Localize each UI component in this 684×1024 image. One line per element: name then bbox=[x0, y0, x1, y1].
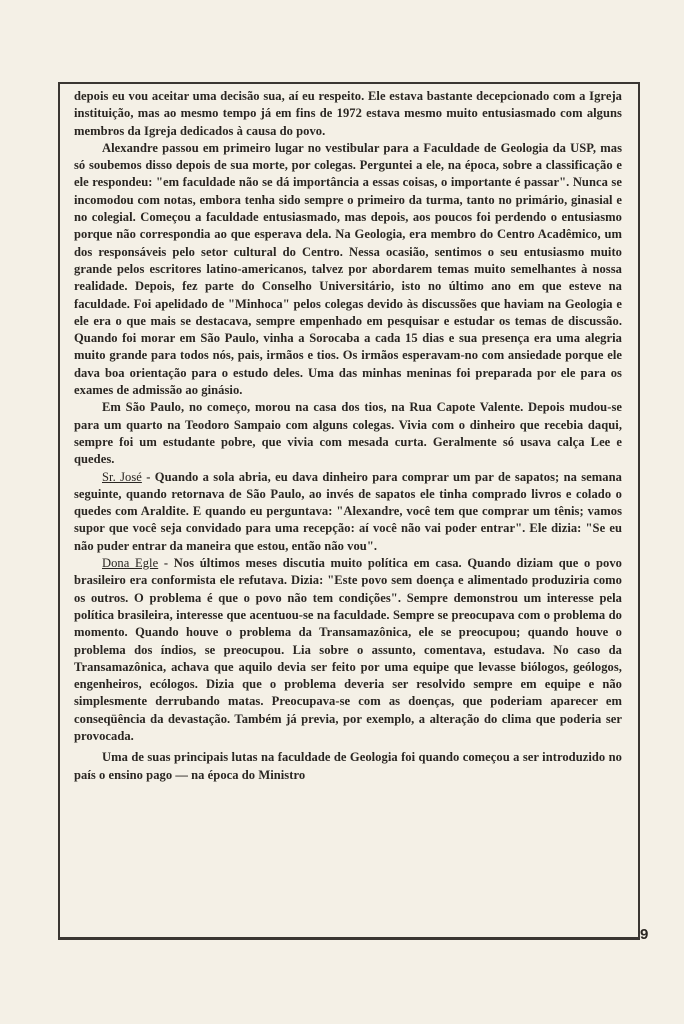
paragraph-5-text: - Nos últimos meses discutia muito política em casa. Quando diziam que o povo brasileiro era conformista ele refutava. Dizia: "Este povo sem doença e alimentado produziria como os outros. O problema é que o povo não tem condições". Sempre demonstrou um interesse pela política brasileira, interesse que acentuou-se na faculdade. Sempre se preocupava com o problema do momento. Quando houve o problema da Transamazônica, ele se preocupou; quando houve o problema dos índios, se preocupou. Lia sobre o assunto, comentava, estudava. No caso da Transamazônica, achava que aquilo devia ser feito por uma equipe que levasse biólogos, geólogos, engenheiros, ecólogos. Dizia que o problema deveria ser resolvido sempre em equipe e não simplesmente derrubando matas. Preocupava-se com as doenças, que poderiam aparecer em conseqüência da devastação. Também já previa, por exemplo, a alteração do clima que poderia ser provocada. bbox=[74, 556, 622, 743]
paragraph-3: Em São Paulo, no começo, morou na casa dos tios, na Rua Capote Valente. Depois mudou-se para um quarto na Teodoro Sampaio com alguns colegas. Vivia com o dinheiro que recebia daqui, sempre foi um estudante pobre, que vivia com mesada curta. Geralmente só usava calça Lee e quedes. bbox=[74, 400, 622, 467]
paragraph-5 bbox=[74, 555, 622, 745]
paragraph-2: Alexandre passou em primeiro lugar no vestibular para a Faculdade de Geologia da USP, mas só soubemos disso depois de sua morte, por colegas. Perguntei a ele, na época, sobre a classificação e ele respondeu: "em faculdade não se dá importância a essas coisas, o importante é passar". Nunca se incomodou com notas, embora tenha sido sempre o primeiro da turma, tanto no primário, ginasial e no colegial. Começou a faculdade entusiasmado, mas depois, aos poucos foi perdendo o entusiasmo porque não correspondia ao que esperava dela. Na Geologia, era membro do Centro Acadêmico, um dos responsáveis pelo setor cultural do Centro. Nessa ocasião, sentimos o seu entusiasmo muito grande pelos escritores latino-americanos, talvez por abordarem temas muito semelhantes à nossa realidade. Depois, fez parte do Conselho Universitário, isto no último ano em que esteve na faculdade. Foi apelidado de "Minhoca" pelos colegas devido às discussões que haviam na Geologia e ele era o que mais se destacava, sempre empenhado em pesquisar e estudar os temas de discussão. Quando foi morar em São Paulo, vinha a Sorocaba a cada 15 dias e sua presença era uma alegria muito grande para todos nós, pais, irmãos e tios. Os irmãos esperavam-no com ansiedade porque ele dava boa orientação para o estudo deles. Uma das minhas meninas foi preparada por ele para os exames de admissão ao ginásio. bbox=[74, 140, 622, 398]
speaker-label: Dona Egle bbox=[102, 556, 159, 571]
page-number: 9 bbox=[640, 926, 649, 943]
paragraph-1: depois eu vou aceitar uma decisão sua, aí eu respeito. Ele estava bastante decepcionado com a Igreja instituição, mas ao mesmo tempo já em fins de 1972 estava mesmo muito entusiasmado com alguns membros da Igreja dedicados à causa do povo. bbox=[74, 89, 622, 138]
body-text bbox=[74, 88, 622, 784]
paragraph-4-text: - Quando a sola abria, eu dava dinheiro para comprar um par de sapatos; na semana seguinte, quando retornava de São Paulo, ao invés de sapatos ele tinha comprado livros e colado o quedes com Araldite. E quando eu perguntava: "Alexandre, você tem que comprar um tênis; vamos supor que você seja convidado para uma recepção: aí você não vai poder entrar". Ele dizia: "Se eu não puder entrar da maneira que estou, então não vou". bbox=[74, 469, 622, 553]
paragraph-6: Uma de suas principais lutas na faculdade de Geologia foi quando começou a ser introduzido no país o ensino pago — na época do Ministro bbox=[74, 750, 622, 782]
paragraph-4 bbox=[74, 469, 622, 555]
speaker-label: Sr. José bbox=[102, 469, 142, 484]
